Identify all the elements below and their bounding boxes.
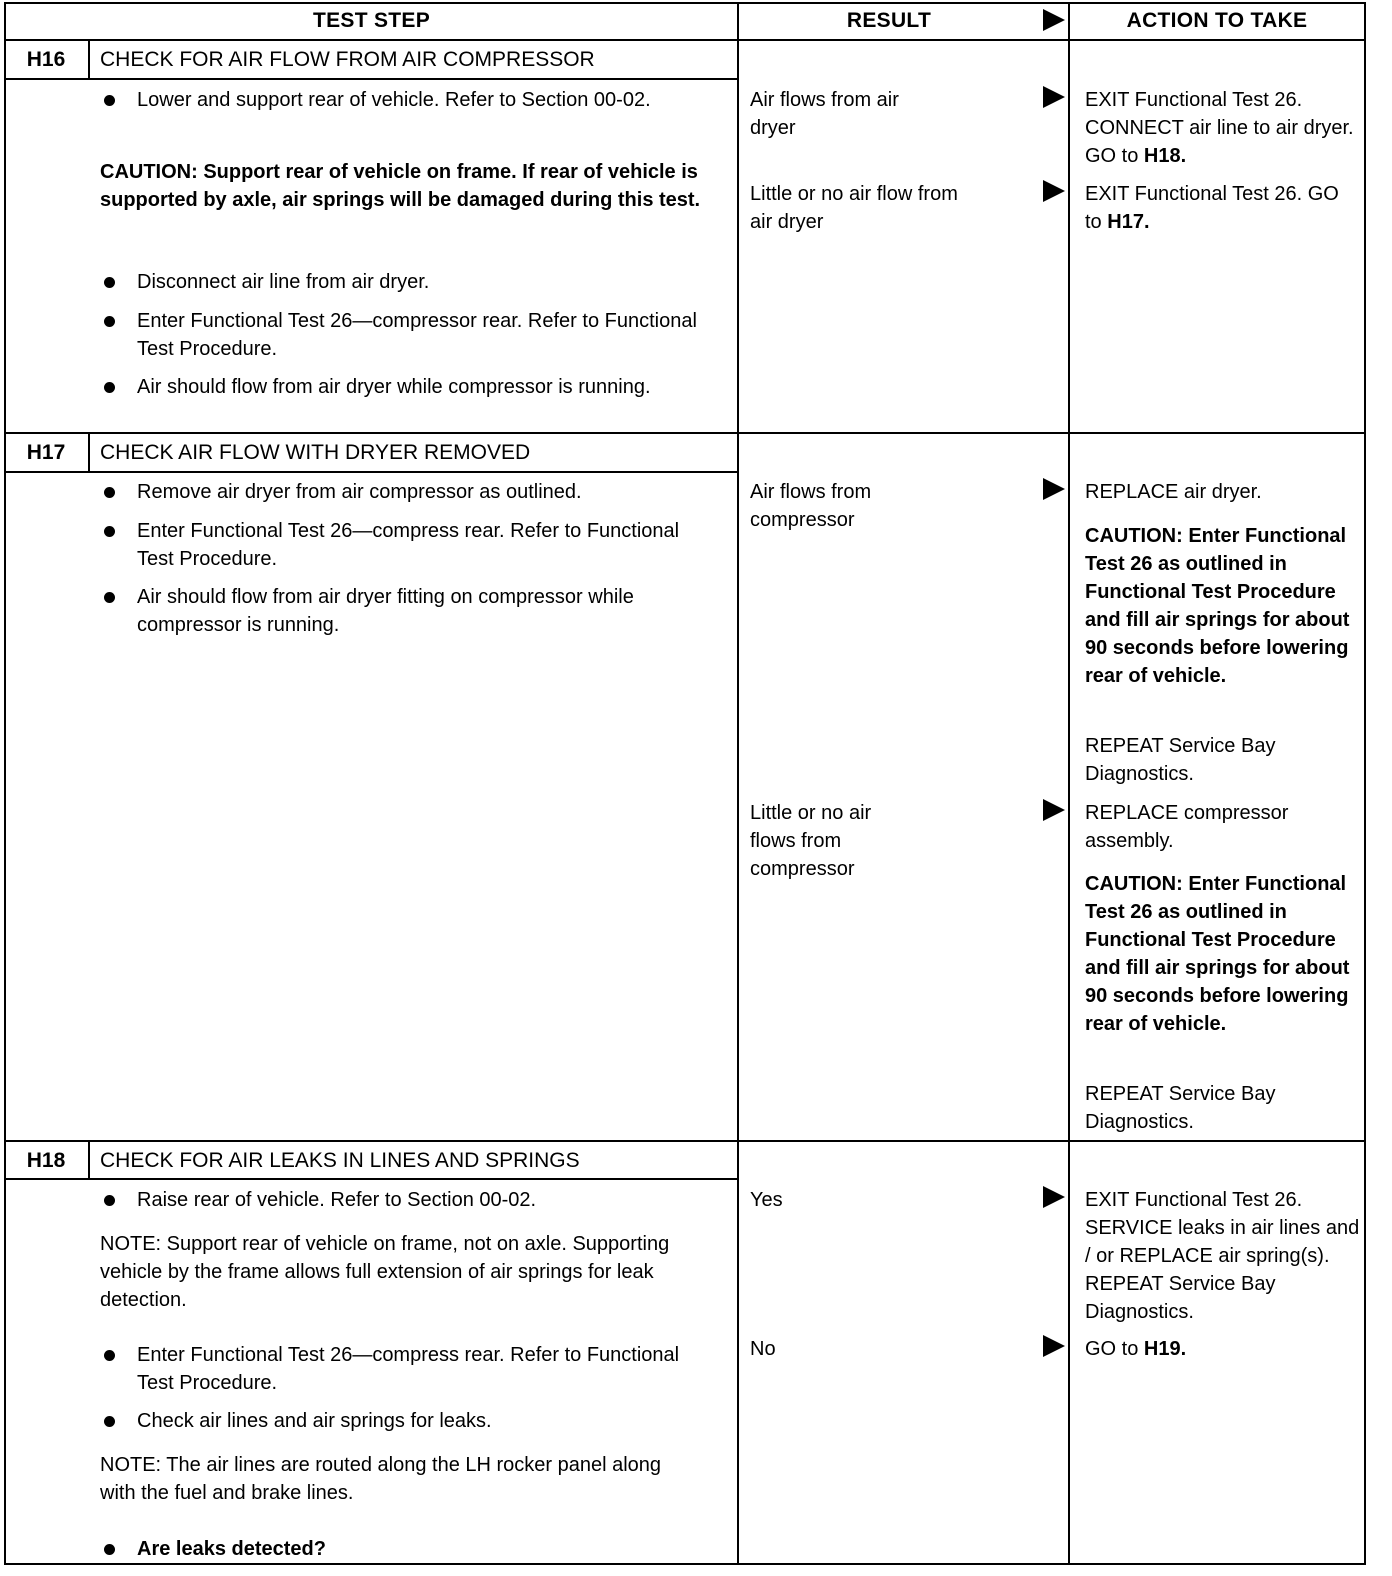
h18-bullet-icon-4 bbox=[104, 1544, 115, 1555]
h17-action-1-caution: CAUTION: Enter Functional Test 26 as outlined in Functional Test Procedure and fill air springs for about 90 seconds before lowering rear of vehicle. bbox=[1085, 525, 1350, 687]
table-border-right bbox=[1364, 2, 1366, 1565]
h16-bullet-icon-4 bbox=[104, 382, 115, 393]
h17-action-2: REPLACE compressor assembly. bbox=[1085, 802, 1289, 852]
h16-result-1: Air flows from air dryer bbox=[750, 89, 899, 139]
h18-bullet-icon-1 bbox=[104, 1195, 115, 1206]
h18-instruction-3: Check air lines and air springs for leaks. bbox=[137, 1410, 492, 1432]
h16-action-1 bbox=[1085, 86, 1355, 170]
h18-bullet-icon-3 bbox=[104, 1416, 115, 1427]
h16-bullet-icon-3 bbox=[104, 316, 115, 327]
h18-bullet-icon-2 bbox=[104, 1350, 115, 1361]
h16-action-2-ref: H17. bbox=[1107, 211, 1150, 233]
h17-instruction-3: Air should flow from air dryer fitting on compressor while compressor is running. bbox=[137, 586, 634, 636]
h17-result-1: Air flows from compressor bbox=[750, 481, 872, 531]
header-test-step: TEST STEP bbox=[312, 9, 431, 32]
h16-bullet-icon-2 bbox=[104, 277, 115, 288]
h17-action-1: REPLACE air dryer. bbox=[1085, 481, 1262, 503]
h17-step-title: CHECK AIR FLOW WITH DRYER REMOVED bbox=[100, 441, 531, 464]
h18-question: Are leaks detected? bbox=[137, 1538, 326, 1560]
h18-result-1: Yes bbox=[750, 1189, 783, 1211]
h18-step-title: CHECK FOR AIR LEAKS IN LINES AND SPRINGS bbox=[100, 1149, 580, 1172]
h17-instruction-2: Enter Functional Test 26—compress rear. Refer to Functional Test Procedure. bbox=[137, 520, 680, 570]
h16-id-divider bbox=[88, 41, 90, 79]
h16-step-title: CHECK FOR AIR FLOW FROM AIR COMPRESSOR bbox=[100, 48, 595, 71]
h17-result-2: Little or no air flows from compressor bbox=[750, 802, 872, 880]
h17-result-2-arrow-icon bbox=[1043, 799, 1065, 821]
h18-result-1-arrow-icon bbox=[1043, 1186, 1065, 1208]
h18-note-2: NOTE: The air lines are routed along the LH rocker panel along with the fuel and brake lines. bbox=[100, 1454, 662, 1504]
h17-instruction-1: Remove air dryer from air compressor as outlined. bbox=[137, 481, 582, 503]
h18-result-2: No bbox=[750, 1338, 776, 1360]
h16-instruction-3: Enter Functional Test 26—compressor rear. Refer to Functional Test Procedure. bbox=[137, 310, 697, 360]
h17-id-divider bbox=[88, 434, 90, 472]
h17-step-id: H17 bbox=[26, 441, 66, 464]
h18-action-1: EXIT Functional Test 26. SERVICE leaks in air lines and / or REPLACE air spring(s). REPEAT Service Bay Diagnostics. bbox=[1085, 1189, 1360, 1323]
header-arrow-icon bbox=[1043, 9, 1065, 31]
h17-action-2-caution: CAUTION: Enter Functional Test 26 as outlined in Functional Test Procedure and fill air springs for about 90 seconds before lowering rear of vehicle. bbox=[1085, 873, 1350, 1035]
h16-action-2 bbox=[1085, 180, 1355, 236]
h16-instruction-2: Disconnect air line from air dryer. bbox=[137, 271, 430, 293]
h16-result-1-arrow-icon bbox=[1043, 86, 1065, 108]
column-divider-result-action bbox=[1068, 2, 1070, 1565]
h18-result-2-arrow-icon bbox=[1043, 1335, 1065, 1357]
h18-action-2-ref: H19. bbox=[1143, 1338, 1187, 1360]
h17-result-1-arrow-icon bbox=[1043, 478, 1065, 500]
h16-bullet-icon-1 bbox=[104, 95, 115, 106]
h16-result-2: Little or no air flow from air dryer bbox=[750, 183, 958, 233]
h16-instruction-1: Lower and support rear of vehicle. Refer to Section 00-02. bbox=[137, 89, 651, 111]
h17-action-1-repeat: REPEAT Service Bay Diagnostics. bbox=[1085, 735, 1276, 785]
h17-bullet-icon-1 bbox=[104, 487, 115, 498]
h16-caution: CAUTION: Support rear of vehicle on frame. If rear of vehicle is supported by axle, air springs will be damaged during this test. bbox=[100, 161, 701, 211]
h17-action-2-repeat: REPEAT Service Bay Diagnostics. bbox=[1085, 1083, 1276, 1133]
h16-step-id: H16 bbox=[26, 48, 66, 71]
h18-instruction-1: Raise rear of vehicle. Refer to Section 00-02. bbox=[137, 1189, 537, 1211]
h16-result-2-arrow-icon bbox=[1043, 180, 1065, 202]
h18-action-2 bbox=[1085, 1335, 1355, 1363]
h16-action-1-ref: H18. bbox=[1143, 145, 1187, 167]
table-border-left bbox=[4, 2, 6, 1565]
h16-instruction-4: Air should flow from air dryer while compressor is running. bbox=[137, 376, 651, 398]
h17-bullet-icon-3 bbox=[104, 592, 115, 603]
h17-bullet-icon-2 bbox=[104, 526, 115, 537]
h16-action-1-text: EXIT Functional Test 26. CONNECT air line to air dryer. GO to bbox=[1085, 89, 1354, 167]
header-action: ACTION TO TAKE bbox=[1126, 9, 1308, 32]
column-divider-step-result bbox=[737, 2, 739, 1565]
table-border-bottom bbox=[4, 1563, 1366, 1565]
h18-note-1: NOTE: Support rear of vehicle on frame, not on axle. Supporting vehicle by the frame allows full extension of air springs for leak detection. bbox=[100, 1233, 670, 1311]
header-result: RESULT bbox=[846, 9, 932, 32]
h18-id-divider bbox=[88, 1142, 90, 1179]
h18-step-id: H18 bbox=[26, 1149, 66, 1172]
h18-action-2-text: GO to bbox=[1085, 1338, 1144, 1360]
h18-instruction-2: Enter Functional Test 26—compress rear. Refer to Functional Test Procedure. bbox=[137, 1344, 680, 1394]
h16-action-2-text: EXIT Functional Test 26. GO to bbox=[1085, 183, 1339, 233]
